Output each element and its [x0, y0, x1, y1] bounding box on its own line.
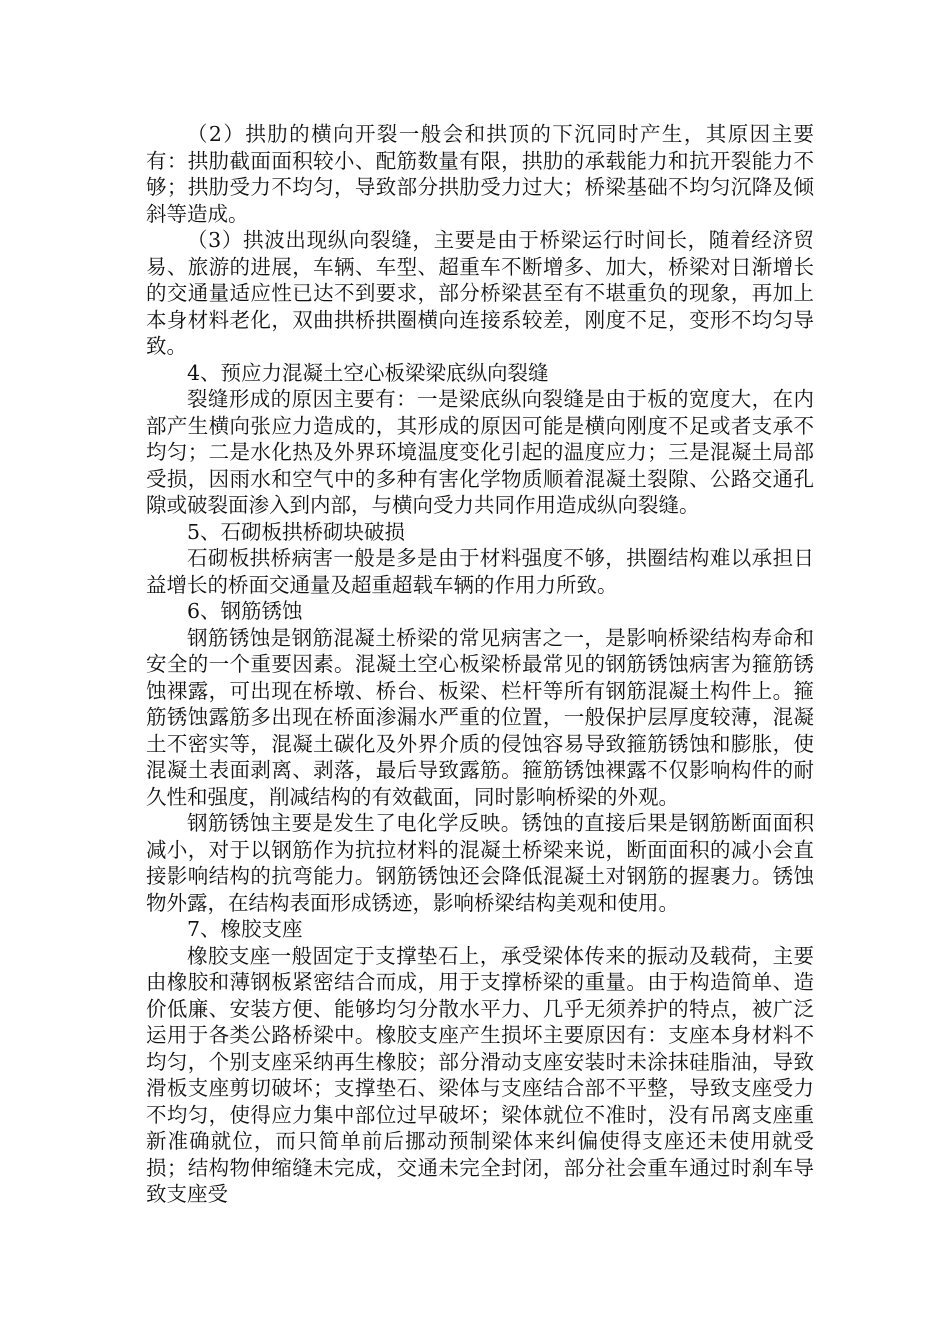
paragraph-section-5-causes: 石砌板拱桥病害一般是多是由于材料强度不够，拱圈结构难以承担日益增长的桥面交通量及超重超载车辆的作用力所致。: [146, 546, 814, 597]
heading-section-5: 5、石砌板拱桥砌块破损: [187, 519, 406, 544]
paragraph-section-4-causes: 裂缝形成的原因主要有：一是梁底纵向裂缝是由于板的宽度大，在内部产生横向张应力造成的，其形成的原因可能是横向刚度不足或者支承不均匀；二是水化热及外界环境温度变化引起的温度应力；三是混凝土局部受损，因雨水和空气中的多种有害化学物质顺着混凝土裂隙、公路交通孔隙或破裂面渗入到内部，与横向受力共同作用造成纵向裂缝。: [146, 387, 814, 517]
paragraph-section-6-mechanism: 钢筋锈蚀主要是发生了电化学反映。锈蚀的直接后果是钢筋断面面积减小，对于以钢筋作为抗拉材料的混凝土桥梁来说，断面面积的减小会直接影响结构的抗弯能力。钢筋锈蚀还会降低混凝土对钢筋的握裹力。锈蚀物外露，在结构表面形成锈迹，影响桥梁结构美观和使用。: [146, 811, 814, 915]
paragraph-section-6-overview: 钢筋锈蚀是钢筋混凝土桥梁的常见病害之一，是影响桥梁结构寿命和安全的一个重要因素。混凝土空心板梁桥最常见的钢筋锈蚀病害为箍筋锈蚀裸露，可出现在桥墩、桥台、板梁、栏杆等所有钢筋混凝土构件上。箍筋锈蚀露筋多出现在桥面渗漏水严重的位置，一般保护层厚度较薄，混凝土不密实等，混凝土碳化及外界介质的侵蚀容易导致箍筋锈蚀和膨胀，使混凝土表面剥离、剥落，最后导致露筋。箍筋锈蚀裸露不仅影响构件的耐久性和强度，削减结构的有效截面，同时影响桥梁的外观。: [146, 625, 814, 809]
heading-section-4: 4、预应力混凝土空心板梁梁底纵向裂缝: [187, 360, 549, 385]
paragraph-arch-rib-transverse-cracking: （2）拱肋的横向开裂一般会和拱顶的下沉同时产生，其原因主要有：拱肋截面面积较小、配筋数量有限，拱肋的承载能力和抗开裂能力不够；拱肋受力不均匀，导致部分拱肋受力过大；桥梁基础不均匀沉降及倾斜等造成。: [146, 122, 814, 226]
paragraph-arch-wave-longitudinal-cracks: （3）拱波出现纵向裂缝，主要是由于桥梁运行时间长，随着经济贸易、旅游的进展，车辆、车型、超重车不断增多、加大，桥梁对日渐增长的交通量适应性已达不到要求，部分桥梁甚至有不堪重负的现象，再加上本身材料老化，双曲拱桥拱圈横向连接系较差，刚度不足，变形不均匀导致。: [146, 228, 814, 358]
paragraph-section-7-rubber-bearing: 橡胶支座一般固定于支撑垫石上，承受梁体传来的振动及载荷，主要由橡胶和薄钢板紧密结合而成，用于支撑桥梁的重量。由于构造简单、造价低廉、安装方便、能够均匀分散水平力、几乎无须养护的特点，被广泛运用于各类公路桥梁中。橡胶支座产生损坏主要原因有：支座本身材料不均匀，个别支座采纳再生橡胶；部分滑动支座安装时未涂抹硅脂油，导致滑板支座剪切破坏；支撑垫石、梁体与支座结合部不平整，导致支座受力不均匀，使得应力集中部位过早破坏；梁体就位不准时，没有吊离支座重新准确就位，而只简单前后挪动预制梁体来纠偏使得支座还未使用就受损；结构物伸缩缝未完成，交通未完全封闭，部分社会重车通过时刹车导致支座受: [146, 943, 814, 1206]
heading-section-6: 6、钢筋锈蚀: [187, 599, 303, 623]
heading-section-7: 7、橡胶支座: [187, 917, 303, 941]
document-body: [146, 121, 814, 1208]
